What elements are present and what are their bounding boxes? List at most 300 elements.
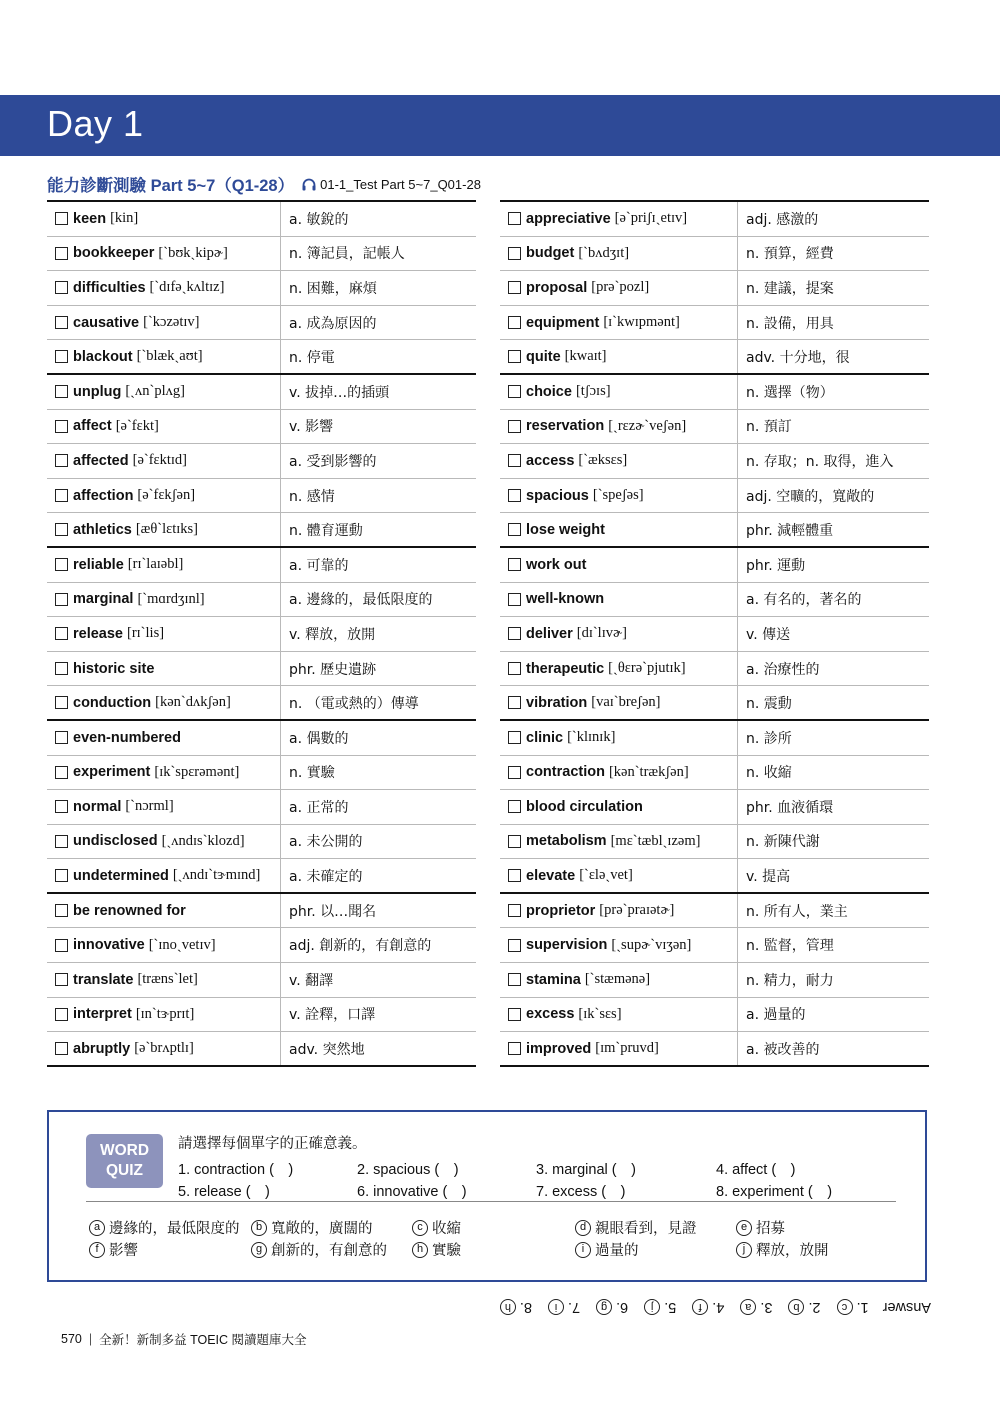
answer-num: 7. bbox=[567, 1299, 581, 1315]
vocab-meaning: v. 詮釋，口譯 bbox=[289, 1007, 376, 1024]
vocab-meaning: a. 敏銳的 bbox=[289, 211, 349, 228]
vocab-meaning: n. 精力，耐力 bbox=[746, 972, 834, 989]
checkbox[interactable] bbox=[508, 350, 521, 363]
answer-letter: a bbox=[740, 1299, 756, 1315]
vocab-row bbox=[500, 340, 929, 375]
vocab-pronunciation: [kin] bbox=[110, 210, 139, 227]
checkbox[interactable] bbox=[55, 316, 68, 329]
vocab-meaning: a. 偶數的 bbox=[289, 730, 349, 747]
checkbox[interactable] bbox=[55, 696, 68, 709]
checkbox[interactable] bbox=[55, 385, 68, 398]
footer-separator: | bbox=[88, 1332, 93, 1346]
vocab-pronunciation: [əˋbrʌptlɪ] bbox=[134, 1040, 194, 1057]
vocab-word: elevate bbox=[526, 867, 576, 884]
vocab-word-cell bbox=[47, 202, 281, 236]
option-text: 創新的，有創意的 bbox=[271, 1243, 387, 1259]
vocab-word: appreciative bbox=[526, 210, 611, 227]
checkbox[interactable] bbox=[508, 523, 521, 536]
vocab-word-cell bbox=[500, 513, 738, 546]
day-banner bbox=[0, 95, 1000, 156]
vocab-word: stamina bbox=[526, 971, 581, 988]
vocab-row bbox=[500, 617, 929, 652]
vocab-word: equipment bbox=[526, 314, 600, 331]
vocab-meaning: a. 未確定的 bbox=[289, 868, 363, 885]
vocab-row bbox=[47, 928, 476, 963]
answer-num: 4. bbox=[712, 1299, 725, 1315]
headphones-icon bbox=[302, 178, 316, 191]
vocab-meaning: n. 震動 bbox=[746, 695, 792, 712]
vocab-word: translate bbox=[73, 971, 134, 988]
vocab-meaning: a. 受到影響的 bbox=[289, 453, 377, 470]
vocab-pronunciation: [ˋblækˏaʊt] bbox=[136, 348, 203, 365]
vocab-word: clinic bbox=[526, 729, 564, 746]
checkbox[interactable] bbox=[55, 1042, 68, 1055]
vocab-row bbox=[47, 756, 476, 791]
vocab-row bbox=[500, 652, 929, 687]
vocab-meaning: n. 停電 bbox=[289, 349, 335, 366]
vocab-word-cell bbox=[500, 652, 738, 686]
vocab-meaning: n. 診所 bbox=[746, 730, 792, 747]
vocab-pronunciation: [ɪkˋsɛs] bbox=[578, 1005, 622, 1022]
vocab-word-cell bbox=[500, 756, 738, 790]
answer-item bbox=[837, 1299, 869, 1315]
vocab-pronunciation: [ˏrɛzɚˋveʃən] bbox=[608, 417, 687, 434]
vocab-word-cell bbox=[47, 790, 281, 824]
answer-num: 2. bbox=[808, 1299, 821, 1315]
vocab-pronunciation: [əˋfɛkt] bbox=[115, 417, 159, 434]
vocab-meaning: phr. 血液循環 bbox=[746, 799, 834, 816]
vocab-word: reservation bbox=[526, 418, 605, 435]
vocab-row bbox=[500, 686, 929, 721]
vocab-table-left bbox=[47, 200, 476, 1067]
vocab-pronunciation: [ˋɪnoˏvetɪv] bbox=[148, 936, 216, 953]
vocab-word-cell bbox=[500, 1032, 738, 1065]
quiz-option bbox=[89, 1239, 138, 1260]
answer-item bbox=[500, 1299, 532, 1315]
vocab-word-cell bbox=[47, 479, 281, 513]
badge-line-1: WORD bbox=[99, 1142, 150, 1159]
option-text: 招募 bbox=[756, 1221, 785, 1237]
option-letter: i bbox=[575, 1242, 591, 1258]
vocab-row bbox=[500, 1032, 929, 1067]
vocab-meaning: phr. 減輕體重 bbox=[746, 522, 834, 539]
quiz-option bbox=[251, 1217, 373, 1238]
vocab-word: reliable bbox=[73, 556, 124, 573]
vocab-row bbox=[47, 652, 476, 687]
vocab-pronunciation: [mɛˋtæblˏɪzəm] bbox=[610, 832, 701, 849]
checkbox[interactable] bbox=[508, 627, 521, 640]
checkbox[interactable] bbox=[55, 731, 68, 744]
vocab-word: proposal bbox=[526, 279, 588, 296]
vocab-word: work out bbox=[526, 556, 587, 573]
vocab-pronunciation: [ɪˋkwɪpmənt] bbox=[603, 314, 680, 331]
quiz-option bbox=[412, 1217, 461, 1238]
checkbox[interactable] bbox=[55, 800, 68, 813]
answer-num: 1. bbox=[856, 1299, 869, 1315]
vocab-row bbox=[47, 963, 476, 998]
answer-num: 5. bbox=[664, 1299, 677, 1315]
checkbox[interactable] bbox=[508, 385, 521, 398]
vocab-meaning: n. 建議，提案 bbox=[746, 280, 834, 297]
answer-num: 3. bbox=[760, 1299, 773, 1315]
vocab-meaning: n. 新陳代謝 bbox=[746, 834, 820, 851]
vocab-pronunciation: [æθˋlɛtɪks] bbox=[135, 521, 199, 538]
checkbox[interactable] bbox=[55, 766, 68, 779]
option-text: 過量的 bbox=[595, 1243, 639, 1259]
vocab-pronunciation: [prəˋpraɪətɚ] bbox=[599, 902, 675, 919]
vocab-word-cell bbox=[500, 202, 738, 236]
vocab-word: historic site bbox=[73, 660, 155, 677]
vocab-word: affection bbox=[73, 487, 134, 504]
checkbox[interactable] bbox=[55, 281, 68, 294]
vocab-word: metabolism bbox=[526, 833, 607, 850]
vocab-word-cell bbox=[47, 583, 281, 617]
checkbox[interactable] bbox=[508, 558, 521, 571]
vocab-word-cell bbox=[500, 306, 738, 340]
vocab-meaning: a. 成為原因的 bbox=[289, 315, 377, 332]
vocab-word-cell bbox=[47, 617, 281, 651]
vocab-pronunciation: [trænsˋlet] bbox=[137, 971, 198, 988]
checkbox[interactable] bbox=[55, 420, 68, 433]
option-letter: f bbox=[89, 1242, 105, 1258]
checkbox[interactable] bbox=[508, 696, 521, 709]
vocab-word: proprietor bbox=[526, 902, 596, 919]
checkbox[interactable] bbox=[55, 558, 68, 571]
book-title: 全新！新制多益 TOEIC 閱讀題庫大全 bbox=[99, 1333, 307, 1347]
vocab-pronunciation: [ɪkˋspɛrəmənt] bbox=[154, 763, 240, 780]
vocab-row bbox=[47, 306, 476, 341]
checkbox[interactable] bbox=[55, 247, 68, 260]
vocab-pronunciation: [ˋstæmənə] bbox=[584, 971, 651, 988]
page-footer bbox=[61, 1330, 307, 1348]
vocab-word: interpret bbox=[73, 1006, 132, 1023]
option-text: 邊緣的，最低限度的 bbox=[109, 1221, 240, 1237]
quiz-option bbox=[575, 1239, 639, 1260]
vocab-row bbox=[47, 410, 476, 445]
vocab-meaning: n. 感情 bbox=[289, 488, 335, 505]
vocab-word-cell bbox=[47, 237, 281, 271]
vocab-row bbox=[47, 340, 476, 375]
answer-letter: i bbox=[548, 1299, 564, 1315]
answer-item bbox=[692, 1299, 724, 1315]
vocab-row bbox=[47, 686, 476, 721]
quiz-option bbox=[412, 1239, 461, 1260]
vocab-word: bookkeeper bbox=[73, 245, 155, 262]
checkbox[interactable] bbox=[55, 489, 68, 502]
vocab-word: lose weight bbox=[526, 521, 605, 538]
vocab-row bbox=[47, 479, 476, 514]
checkbox[interactable] bbox=[55, 350, 68, 363]
vocab-word-cell bbox=[47, 963, 281, 997]
checkbox[interactable] bbox=[508, 869, 521, 882]
answer-letter: h bbox=[500, 1299, 516, 1315]
vocab-pronunciation: [tʃɔɪs] bbox=[575, 383, 611, 400]
vocab-row bbox=[500, 963, 929, 998]
checkbox[interactable] bbox=[55, 662, 68, 675]
vocab-meaning: adj. 創新的，有創意的 bbox=[289, 938, 432, 955]
answer-letter: f bbox=[692, 1299, 708, 1315]
vocab-pronunciation: [əˋfɛktɪd] bbox=[132, 452, 188, 469]
vocab-word-cell bbox=[47, 548, 281, 582]
vocab-meaning: v. 釋放，放開 bbox=[289, 626, 376, 643]
vocab-row bbox=[500, 444, 929, 479]
vocab-meaning: v. 影響 bbox=[289, 419, 334, 436]
vocab-word: access bbox=[526, 452, 575, 469]
option-letter: d bbox=[575, 1220, 591, 1236]
checkbox[interactable] bbox=[508, 662, 521, 675]
answer-item bbox=[740, 1299, 772, 1315]
vocab-row bbox=[500, 306, 929, 341]
vocab-pronunciation: [ˋbʊkˏkipɚ] bbox=[158, 244, 228, 261]
checkbox[interactable] bbox=[55, 869, 68, 882]
vocab-meaning: a. 被改善的 bbox=[746, 1041, 820, 1058]
checkbox[interactable] bbox=[508, 316, 521, 329]
option-letter: c bbox=[412, 1220, 428, 1236]
option-text: 親眼看到，見證 bbox=[595, 1221, 697, 1237]
vocab-word: vibration bbox=[526, 694, 588, 711]
checkbox[interactable] bbox=[508, 939, 521, 952]
vocab-pronunciation: [ˋdɪfəˏkʌltɪz] bbox=[149, 279, 225, 296]
vocab-meaning: phr. 以…聞名 bbox=[289, 903, 377, 920]
vocab-row bbox=[47, 1032, 476, 1067]
vocab-word-cell bbox=[500, 479, 738, 513]
vocab-word: affected bbox=[73, 452, 129, 469]
vocab-word-cell bbox=[500, 237, 738, 271]
vocab-word-cell bbox=[47, 825, 281, 859]
vocab-pronunciation: [əˋpriʃɪˏetɪv] bbox=[614, 210, 688, 227]
checkbox[interactable] bbox=[55, 1008, 68, 1021]
vocab-meaning: a. 可靠的 bbox=[289, 557, 349, 574]
vocab-meaning: v. 傳送 bbox=[746, 626, 791, 643]
answer-key-upside-down bbox=[478, 1296, 931, 1318]
badge-line-2: QUIZ bbox=[105, 1162, 144, 1179]
quiz-item: 2. spacious ( ) bbox=[357, 1162, 459, 1178]
vocab-pronunciation: [kwaɪt] bbox=[564, 348, 607, 365]
vocab-row bbox=[500, 756, 929, 791]
option-letter: b bbox=[251, 1220, 267, 1236]
vocab-pronunciation: [ˋkɔzətɪv] bbox=[143, 314, 200, 331]
vocab-pronunciation: [ˋbʌdʒɪt] bbox=[578, 244, 630, 261]
checkbox[interactable] bbox=[55, 904, 68, 917]
vocab-meaning: n. 預訂 bbox=[746, 419, 792, 436]
vocab-meaning: n. 困難，麻煩 bbox=[289, 280, 377, 297]
vocab-word-cell bbox=[500, 790, 738, 824]
vocab-word-cell bbox=[47, 859, 281, 892]
vocab-word-cell bbox=[500, 859, 738, 892]
checkbox[interactable] bbox=[508, 247, 521, 260]
vocab-word-cell bbox=[500, 271, 738, 305]
vocab-word-cell bbox=[500, 928, 738, 962]
vocab-pronunciation: [kənˋtrækʃən] bbox=[608, 763, 689, 780]
checkbox[interactable] bbox=[55, 835, 68, 848]
vocab-word-cell bbox=[500, 721, 738, 755]
vocab-word: unplug bbox=[73, 383, 122, 400]
quiz-option bbox=[575, 1217, 697, 1238]
vocab-meaning: n. 預算，經費 bbox=[746, 246, 834, 263]
vocab-word: deliver bbox=[526, 625, 573, 642]
checkbox[interactable] bbox=[508, 835, 521, 848]
answer-item bbox=[596, 1299, 628, 1315]
vocab-word-cell bbox=[47, 894, 281, 928]
checkbox[interactable] bbox=[508, 800, 521, 813]
answer-label: Answer bbox=[882, 1299, 931, 1315]
vocab-word-cell bbox=[47, 410, 281, 444]
vocab-meaning: adv. 十分地，很 bbox=[746, 349, 850, 366]
checkbox[interactable] bbox=[508, 454, 521, 467]
vocab-meaning: n. 選擇（物） bbox=[746, 384, 834, 401]
vocab-meaning: n. 簿記員，記帳人 bbox=[289, 246, 405, 263]
vocab-row bbox=[47, 617, 476, 652]
vocab-row bbox=[500, 583, 929, 618]
vocab-row bbox=[500, 202, 929, 237]
vocab-row bbox=[500, 513, 929, 548]
vocab-word-cell bbox=[500, 998, 738, 1032]
vocab-table-right bbox=[500, 200, 929, 1067]
vocab-word-cell bbox=[47, 686, 281, 719]
checkbox[interactable] bbox=[508, 731, 521, 744]
checkbox[interactable] bbox=[508, 904, 521, 917]
vocab-word: abruptly bbox=[73, 1040, 131, 1057]
vocab-word-cell bbox=[47, 721, 281, 755]
checkbox[interactable] bbox=[55, 939, 68, 952]
vocab-word: difficulties bbox=[73, 279, 146, 296]
vocab-row bbox=[47, 721, 476, 756]
vocab-word-cell bbox=[500, 686, 738, 719]
vocab-word-cell bbox=[47, 444, 281, 478]
vocab-pronunciation: [ɪnˋtɝprɪt] bbox=[135, 1005, 195, 1022]
vocab-word: quite bbox=[526, 348, 561, 365]
vocab-pronunciation: [kənˋdʌkʃən] bbox=[155, 694, 231, 711]
vocab-meaning: a. 治療性的 bbox=[746, 661, 820, 678]
quiz-item: 7. excess ( ) bbox=[536, 1184, 626, 1200]
vocab-pronunciation: [ˋspeʃəs] bbox=[592, 487, 644, 504]
vocab-word-cell bbox=[47, 271, 281, 305]
vocab-row bbox=[47, 998, 476, 1033]
vocab-meaning: a. 未公開的 bbox=[289, 834, 363, 851]
vocab-word-cell bbox=[47, 513, 281, 546]
checkbox[interactable] bbox=[55, 593, 68, 606]
vocab-word: marginal bbox=[73, 591, 134, 608]
vocab-meaning: phr. 運動 bbox=[746, 557, 806, 574]
quiz-item: 5. release ( ) bbox=[178, 1184, 270, 1200]
checkbox[interactable] bbox=[508, 212, 521, 225]
option-letter: e bbox=[736, 1220, 752, 1236]
vocab-word: therapeutic bbox=[526, 660, 605, 677]
vocab-word-cell bbox=[47, 928, 281, 962]
vocab-word: well-known bbox=[526, 591, 605, 608]
vocab-word: conduction bbox=[73, 694, 152, 711]
vocab-meaning: n. 實驗 bbox=[289, 765, 335, 782]
vocab-word-cell bbox=[47, 340, 281, 373]
vocab-word-cell bbox=[500, 894, 738, 928]
vocab-word: improved bbox=[526, 1040, 592, 1057]
vocab-row bbox=[500, 479, 929, 514]
vocab-word-cell bbox=[47, 375, 281, 409]
vocab-meaning: adv. 突然地 bbox=[289, 1041, 365, 1058]
vocab-row bbox=[47, 894, 476, 929]
vocab-row bbox=[500, 859, 929, 894]
vocab-word: causative bbox=[73, 314, 140, 331]
vocab-word: excess bbox=[526, 1006, 575, 1023]
vocab-word-cell bbox=[500, 375, 738, 409]
checkbox[interactable] bbox=[508, 1042, 521, 1055]
vocab-row bbox=[500, 548, 929, 583]
vocab-word-cell bbox=[47, 756, 281, 790]
checkbox[interactable] bbox=[55, 627, 68, 640]
checkbox[interactable] bbox=[508, 1008, 521, 1021]
vocab-pronunciation: [ˏʌndɪˋtɝmɪnd] bbox=[172, 867, 261, 884]
quiz-option bbox=[251, 1239, 387, 1260]
vocab-pronunciation: [ˏθɛrəˋpjutɪk] bbox=[608, 660, 686, 677]
checkbox[interactable] bbox=[508, 420, 521, 433]
checkbox[interactable] bbox=[55, 212, 68, 225]
vocab-row bbox=[47, 237, 476, 272]
vocab-word: experiment bbox=[73, 764, 151, 781]
vocab-word: even-numbered bbox=[73, 729, 181, 746]
vocab-meaning: v. 提高 bbox=[746, 868, 791, 885]
vocab-word: contraction bbox=[526, 764, 605, 781]
checkbox[interactable] bbox=[508, 489, 521, 502]
checkbox[interactable] bbox=[55, 523, 68, 536]
option-letter: h bbox=[412, 1242, 428, 1258]
section-header bbox=[47, 172, 481, 196]
answer-item bbox=[788, 1299, 820, 1315]
vocab-meaning: a. 正常的 bbox=[289, 799, 349, 816]
option-text: 收縮 bbox=[432, 1221, 461, 1237]
vocab-pronunciation: [əˋfɛkʃən] bbox=[137, 487, 196, 504]
vocab-meaning: n. （電或熱的）傳導 bbox=[289, 695, 419, 712]
option-text: 實驗 bbox=[432, 1243, 461, 1259]
vocab-word: blood circulation bbox=[526, 798, 643, 815]
audio-track[interactable] bbox=[302, 177, 481, 192]
vocab-pronunciation: [ˏsupɚˋvɪʒən] bbox=[611, 936, 692, 953]
vocab-pronunciation: [ɪmˋpruvd] bbox=[595, 1040, 659, 1057]
vocab-word: spacious bbox=[526, 487, 589, 504]
option-letter: j bbox=[736, 1242, 752, 1258]
word-quiz-box bbox=[47, 1110, 927, 1282]
quiz-item: 3. marginal ( ) bbox=[536, 1162, 636, 1178]
checkbox[interactable] bbox=[508, 281, 521, 294]
vocab-row bbox=[47, 859, 476, 894]
vocab-word: release bbox=[73, 625, 123, 642]
vocab-row bbox=[47, 583, 476, 618]
vocab-row bbox=[47, 790, 476, 825]
vocab-row bbox=[47, 444, 476, 479]
vocab-meaning: a. 邊緣的，最低限度的 bbox=[289, 592, 433, 609]
quiz-instruction: 請選擇每個單字的正確意義。 bbox=[178, 1136, 367, 1152]
vocab-row bbox=[47, 548, 476, 583]
quiz-item: 4. affect ( ) bbox=[716, 1162, 796, 1178]
checkbox[interactable] bbox=[508, 973, 521, 986]
vocab-row bbox=[500, 375, 929, 410]
checkbox[interactable] bbox=[508, 766, 521, 779]
vocab-row bbox=[47, 825, 476, 860]
vocab-word-cell bbox=[500, 548, 738, 582]
vocab-word-cell bbox=[500, 410, 738, 444]
vocab-row bbox=[500, 237, 929, 272]
answer-letter: b bbox=[788, 1299, 804, 1315]
answer-num: 8. bbox=[519, 1299, 532, 1315]
vocab-word-cell bbox=[500, 444, 738, 478]
checkbox[interactable] bbox=[508, 593, 521, 606]
checkbox[interactable] bbox=[55, 454, 68, 467]
quiz-option bbox=[736, 1217, 785, 1238]
vocab-word: normal bbox=[73, 798, 122, 815]
checkbox[interactable] bbox=[55, 973, 68, 986]
vocab-row bbox=[47, 375, 476, 410]
answer-num: 6. bbox=[616, 1299, 629, 1315]
vocab-row bbox=[500, 894, 929, 929]
